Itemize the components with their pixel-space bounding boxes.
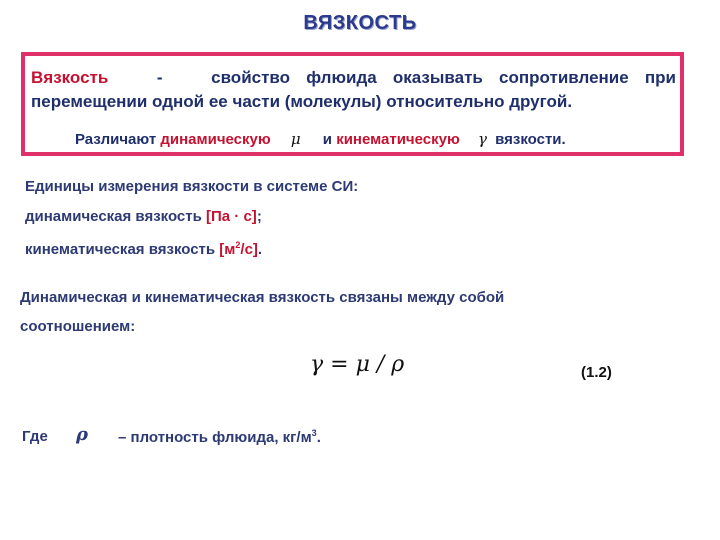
definition-box (21, 52, 684, 156)
distinguish-dynamic: динамическую (160, 131, 271, 148)
units-heading: Единицы измерения вязкости в системе СИ: (25, 178, 359, 195)
definition-dash: - (156, 68, 163, 87)
where-text (118, 428, 321, 446)
mu-symbol: μ (290, 130, 301, 148)
rho-symbol: ρ (76, 424, 88, 445)
units-dynamic-line (25, 208, 262, 225)
distinguish-kinematic: кинематическую (336, 131, 460, 148)
relation-line-2: соотношением: (20, 318, 136, 335)
units-dynamic-unit: [Па · с] (206, 208, 257, 225)
distinguish-suffix: вязкости. (495, 131, 566, 148)
definition-text (31, 66, 676, 114)
viscosity-formula: γ = μ / ρ (310, 352, 405, 377)
where-text-sup: 3 (311, 428, 317, 438)
where-text-pre: – плотность флюида, кг/м (118, 429, 312, 446)
units-kinematic-label: кинематическая вязкость (25, 241, 216, 258)
units-dynamic-label: динамическая вязкость (25, 208, 202, 225)
distinguish-and: и (322, 131, 333, 148)
formula-number: (1.2) (581, 364, 612, 381)
where-label: Где (22, 428, 48, 445)
where-text-end: . (316, 429, 321, 446)
units-kinematic-line (25, 240, 262, 258)
gamma-symbol: γ (477, 130, 487, 148)
units-kinematic-unit-post: /с] (240, 241, 258, 258)
units-dynamic-end: ; (256, 208, 262, 225)
definition-body: свойство флюида оказывать сопротивление при перемещении одной ее части (молекулы) относительно другой. (31, 68, 676, 111)
units-kinematic-unit (219, 241, 258, 258)
units-kinematic-unit-sup: 2 (235, 240, 241, 250)
definition-term: Вязкость (31, 68, 109, 87)
page-title: ВЯЗКОСТЬ (303, 12, 417, 34)
units-kinematic-unit-pre: [м (219, 241, 236, 258)
relation-line-1: Динамическая и кинематическая вязкость связаны между собой (20, 289, 505, 306)
distinguish-prefix: Различают (75, 131, 157, 148)
units-kinematic-end: . (257, 241, 263, 258)
distinguish-line (75, 130, 566, 148)
